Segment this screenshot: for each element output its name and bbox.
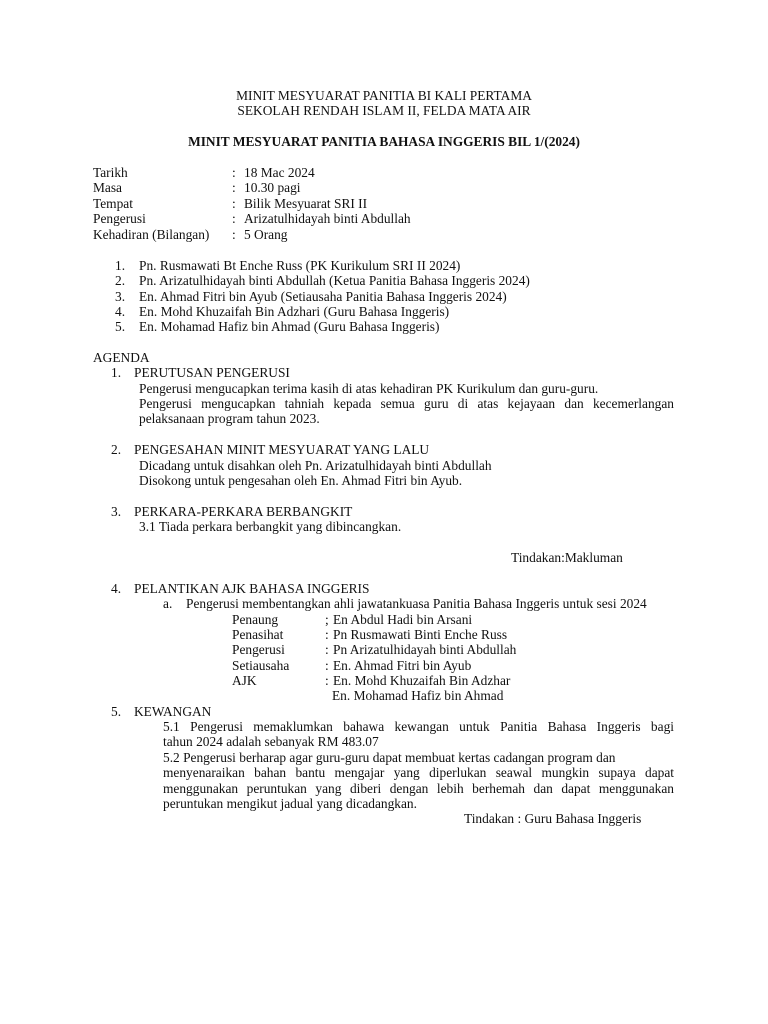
role-sep: : [325,642,329,657]
agenda-item-number: 5. [111,704,122,719]
agenda-item-number: 4. [111,581,122,596]
detail-sep: : [232,165,236,180]
list-item-number: 2. [115,273,126,288]
list-item-number: 4. [115,304,126,319]
detail-label-place: Tempat [93,196,133,211]
agenda-item-number: 3. [111,504,122,519]
list-item: Pn. Arizatulhidayah binti Abdullah (Ketua Panitia Bahasa Inggeris 2024) [139,273,530,288]
role-name: Pn Arizatulhidayah binti Abdullah [333,642,517,657]
role-name: En. Mohd Khuzaifah Bin Adzhar [333,673,511,688]
detail-value-time: 10.30 pagi [244,180,301,195]
agenda-item-text: menggunakan peruntukan yang diberi dengan lebih berhemah dan dapat menggunakan [163,781,674,796]
sub-item-letter: a. [163,596,173,611]
detail-label-date: Tarikh [93,165,128,180]
agenda-item-title: PELANTIKAN AJK BAHASA INGGERIS [134,581,370,596]
agenda-item-title: PERUTUSAN PENGERUSI [134,365,290,380]
agenda-heading: AGENDA [93,350,150,365]
action-note: Tindakan:Makluman [511,550,623,565]
detail-value-attendance: 5 Orang [244,227,288,242]
role-sep: : [325,627,329,642]
document-title: MINIT MESYUARAT PANITIA BAHASA INGGERIS BIL 1/(2024) [188,134,580,149]
detail-label-time: Masa [93,180,123,195]
role-label: Setiausaha [232,658,290,673]
list-item: En. Ahmad Fitri bin Ayub (Setiausaha Panitia Bahasa Inggeris 2024) [139,289,507,304]
agenda-item-text: 5.1 Pengerusi memaklumkan bahawa kewangan untuk Panitia Bahasa Inggeris bagi [163,719,674,734]
list-item: En. Mohd Khuzaifah Bin Adzhari (Guru Bahasa Inggeris) [139,304,450,319]
role-label: Pengerusi [232,642,285,657]
list-item: Pn. Rusmawati Bt Enche Russ (PK Kurikulum SRI II 2024) [139,258,461,273]
action-note: Tindakan : Guru Bahasa Inggeris [464,811,642,826]
agenda-item-text: 3.1 Tiada perkara berbangkit yang dibincangkan. [139,519,402,534]
agenda-item-text: peruntukan mengikut jadual yang dicadangkan. [163,796,417,811]
agenda-item-text: pelaksanaan program tahun 2023. [139,411,320,426]
agenda-item-text: Dicadang untuk disahkan oleh Pn. Arizatulhidayah binti Abdullah [139,458,492,473]
role-sep: ; [325,612,329,627]
header-line-1: MINIT MESYUARAT PANITIA BI KALI PERTAMA [236,88,532,103]
detail-sep: : [232,196,236,211]
detail-label-chair: Pengerusi [93,211,146,226]
agenda-item-text: Pengerusi mengucapkan terima kasih di atas kehadiran PK Kurikulum dan guru-guru. [139,381,599,396]
list-item-number: 3. [115,289,126,304]
agenda-item-title: PENGESAHAN MINIT MESYUARAT YANG LALU [134,442,430,457]
detail-sep: : [232,211,236,226]
detail-value-place: Bilik Mesyuarat SRI II [244,196,368,211]
agenda-item-text: tahun 2024 adalah sebanyak RM 483.07 [163,734,379,749]
list-item-number: 1. [115,258,126,273]
role-name: En. Mohamad Hafiz bin Ahmad [332,688,504,703]
detail-value-date: 18 Mac 2024 [244,165,315,180]
list-item: En. Mohamad Hafiz bin Ahmad (Guru Bahasa Inggeris) [139,319,440,334]
agenda-item-number: 1. [111,365,122,380]
detail-label-attendance: Kehadiran (Bilangan) [93,227,210,242]
agenda-item-title: PERKARA-PERKARA BERBANGKIT [134,504,353,519]
agenda-item-text: Disokong untuk pengesahan oleh En. Ahmad Fitri bin Ayub. [139,473,463,488]
list-item-number: 5. [115,319,126,334]
detail-sep: : [232,227,236,242]
role-name: Pn Rusmawati Binti Enche Russ [333,627,508,642]
header-line-2: SEKOLAH RENDAH ISLAM II, FELDA MATA AIR [237,103,531,118]
role-name: En. Ahmad Fitri bin Ayub [333,658,472,673]
agenda-item-text: menyenaraikan bahan bantu mengajar yang diperlukan seawal mungkin supaya dapat [163,765,674,780]
role-sep: : [325,673,329,688]
agenda-item-number: 2. [111,442,122,457]
role-name: En Abdul Hadi bin Arsani [333,612,473,627]
agenda-item-title: KEWANGAN [134,704,212,719]
role-sep: : [325,658,329,673]
agenda-item-text: 5.2 Pengerusi berharap agar guru-guru dapat membuat kertas cadangan program dan [163,750,616,765]
role-label: AJK [232,673,257,688]
role-label: Penasihat [232,627,284,642]
detail-value-chair: Arizatulhidayah binti Abdullah [244,211,411,226]
detail-sep: : [232,180,236,195]
agenda-item-text: Pengerusi mengucapkan tahniah kepada semua guru di atas kejayaan dan kecemerlangan [139,396,674,411]
agenda-item-text: Pengerusi membentangkan ahli jawatankuasa Panitia Bahasa Inggeris untuk sesi 2024 [186,596,647,611]
role-label: Penaung [232,612,279,627]
